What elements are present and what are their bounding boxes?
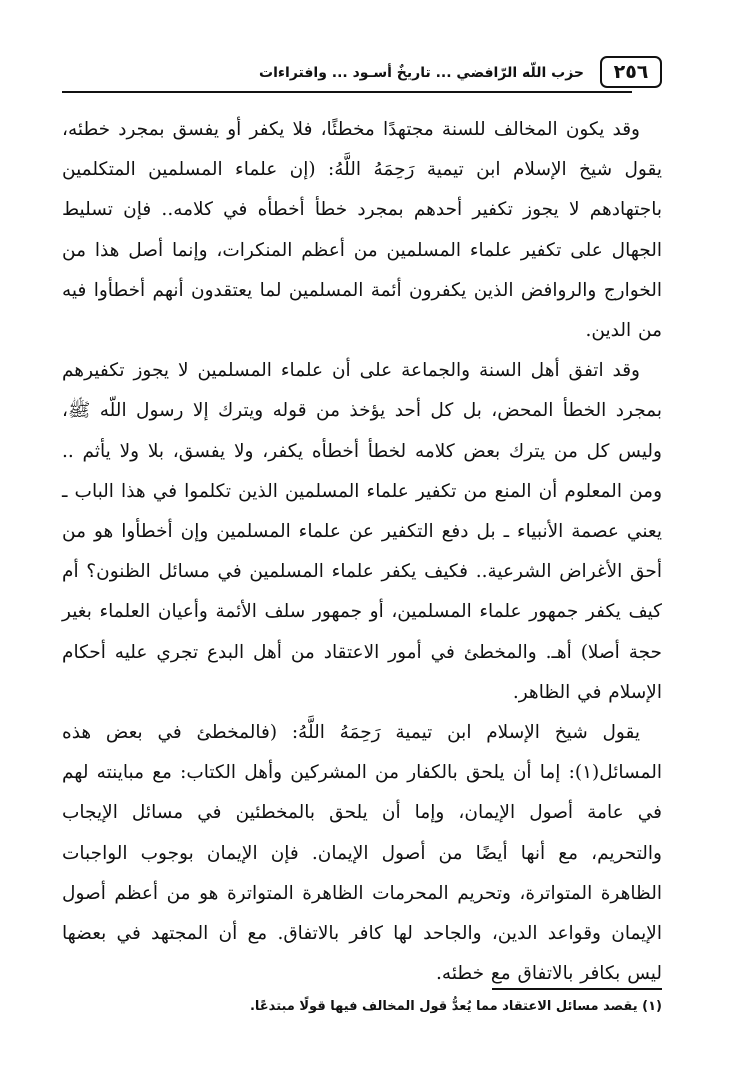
footnote-separator xyxy=(492,988,662,990)
main-text xyxy=(62,110,662,994)
paragraph-1: وقد يكون المخالف للسنة مجتهدًا مخطئًا، فلا يكفر أو يفسق بمجرد خطئه، يقول شيخ الإسلام ابن تيمية رَحِمَهُ اللَّهُ: (إن علماء المسلمين المتكلمين باجتهادهم لا يجوز تكفير أحدهم بمجرد خطأ أخطأه في كلامه.. فإن تسليط الجهال على تكفير علماء المسلمين من أعظم المنكرات، وإنما أصل هذا من الخوارج والروافض الذين يكفرون أئمة المسلمين لما يعتقدون أنهم أخطأوا فيه من الدين. xyxy=(62,119,662,342)
footnote: (١) يقصد مسائل الاعتقاد مما يُعدُّ قول المخالف فيها قولًا مبتدعًا. xyxy=(249,999,662,1014)
paragraph-3: يقول شيخ الإسلام ابن تيمية رَحِمَهُ اللَّهُ: (فالمخطئ في بعض هذه المسائل(١): إما أن يلحق بالكفار من المشركين وأهل الكتاب: مع مباينته لهم في عامة أصول الإيمان، وإما أن يلحق بالمخطئين في مسائل الإيجاب والتحريم، مع أنها أيضًا من أصول الإيمان. فإن الإيمان بوجوب الواجبات الظاهرة المتواترة، وتحريم المحرمات الظاهرة المتواترة هو من أعظم أصول الإيمان وقواعد الدين، والجاحد لها كافر بالاتفاق. مع أن المجتهد في بعضها ليس بكافر بالاتفاق مع خطئه. xyxy=(62,722,662,985)
header-rule xyxy=(62,91,632,93)
page-header xyxy=(62,54,662,98)
page-number: ٢٥٦ xyxy=(600,56,662,88)
paragraph-2: وقد اتفق أهل السنة والجماعة على أن علماء المسلمين لا يجوز تكفيرهم بمجرد الخطأ المحض، بل كل أحد يؤخذ من قوله ويترك إلا رسول اللّه ﷺ، وليس كل من يترك بعض كلامه لخطأ أخطأه يكفر، ولا يفسق، بلا ولا يأثم .. ومن المعلوم أن المنع من تكفير علماء المسلمين الذين تكلموا في هذا الباب ـ يعني عصمة الأنبياء ـ بل دفع التكفير عن علماء المسلمين وإن أخطأوا هو من أحق الأغراض الشرعية.. فكيف يكفر علماء المسلمين في مسائل الظنون؟ أم كيف يكفر جمهور علماء المسلمين، أو جمهور سلف الأئمة وأعيان العلماء بغير حجة أصلا) أهـ. والمخطئ في أمور الاعتقاد من أهل البدع تجري عليه أحكام الإسلام في الظاهر. xyxy=(62,360,662,703)
running-title: حزب اللّه الرّافضي ... تاريخٌ أسـود ... وافتراءات xyxy=(259,65,584,81)
